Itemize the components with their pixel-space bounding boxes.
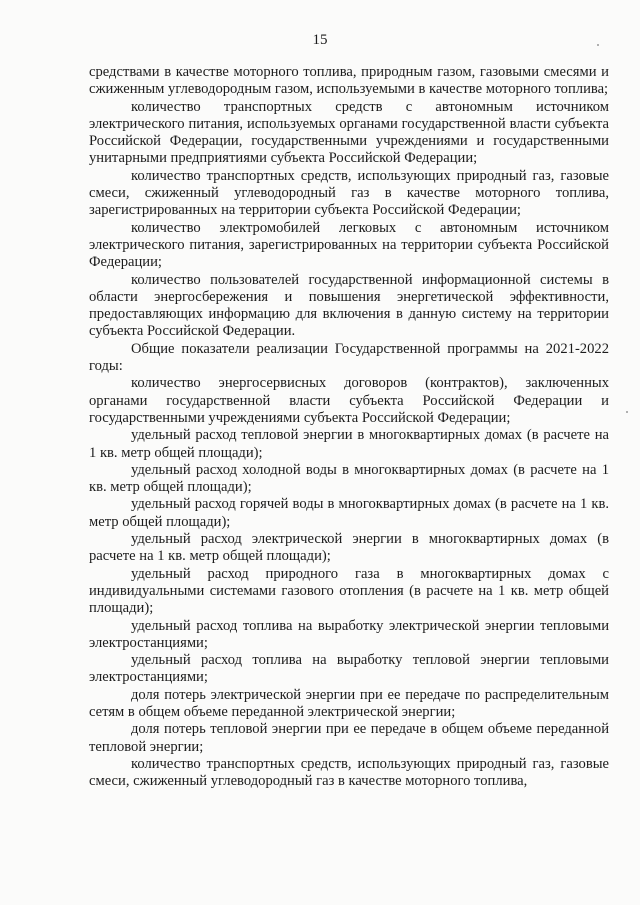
paragraph: удельный расход тепловой энергии в многоквартирных домах (в расчете на 1 кв. метр общей площади); — [89, 427, 609, 461]
scan-speck — [597, 44, 599, 46]
paragraph: удельный расход холодной воды в многоквартирных домах (в расчете на 1 кв. метр общей площади); — [89, 461, 609, 496]
paragraph: количество транспортных средств с автономным источником электрического питания, используемых органами государственной власти субъекта Российской Федерации, государственными учреждениями и государственными унитарными предприятиями субъекта Российской Федерации; — [89, 98, 609, 167]
paragraph: количество энергосервисных договоров (контрактов), заключенных органами государственной власти субъекта Российской Федерации и государственными учреждениями субъекта Российской Федерации; — [89, 375, 609, 426]
paragraph: количество транспортных средств, использующих природный газ, газовые смеси, сжиженный углеводородный газ в качестве моторного топлива, — [89, 755, 609, 790]
paragraph: удельный расход горячей воды в многоквартирных домах (в расчете на 1 кв. метр общей площади); — [89, 496, 609, 530]
paragraph: доля потерь электрической энергии при ее передаче по распределительным сетям в общем объеме переданной электрической энергии; — [89, 686, 609, 720]
paragraph: доля потерь тепловой энергии при ее передаче в общем объеме переданной тепловой энергии; — [89, 721, 609, 755]
paragraph: средствами в качестве моторного топлива, природным газом, газовыми смесями и сжиженным углеводородным газом, используемыми в качестве моторного топлива; — [89, 64, 609, 98]
paragraph: удельный расход природного газа в многоквартирных домах с индивидуальными системами газового отопления (в расчете на 1 кв. метр общей площади); — [89, 565, 609, 617]
paragraph: удельный расход электрической энергии в многоквартирных домах (в расчете на 1 кв. метр общей площади); — [89, 531, 609, 565]
scan-speck — [626, 411, 628, 413]
section-heading: Общие показатели реализации Государственной программы на 2021-2022 годы: — [89, 340, 609, 375]
paragraph: количество транспортных средств, использующих природный газ, газовые смеси, сжиженный углеводородный газ в качестве моторного топлива, зарегистрированных на территории субъекта Российской Федерации; — [89, 167, 609, 219]
paragraph: количество электромобилей легковых с автономным источником электрического питания, зарегистрированных на территории субъекта Российской Федерации; — [89, 219, 609, 271]
paragraph: удельный расход топлива на выработку тепловой энергии тепловыми электростанциями; — [89, 652, 609, 686]
paragraph: количество пользователей государственной информационной системы в области энергосбережения и повышения энергетической эффективности, предоставляющих информацию для включения в данную систему на территории субъекта Российской Федерации. — [89, 271, 609, 340]
page-number: 15 — [312, 32, 328, 48]
body-text — [89, 64, 609, 790]
paragraph: удельный расход топлива на выработку электрической энергии тепловыми электростанциями; — [89, 617, 609, 651]
